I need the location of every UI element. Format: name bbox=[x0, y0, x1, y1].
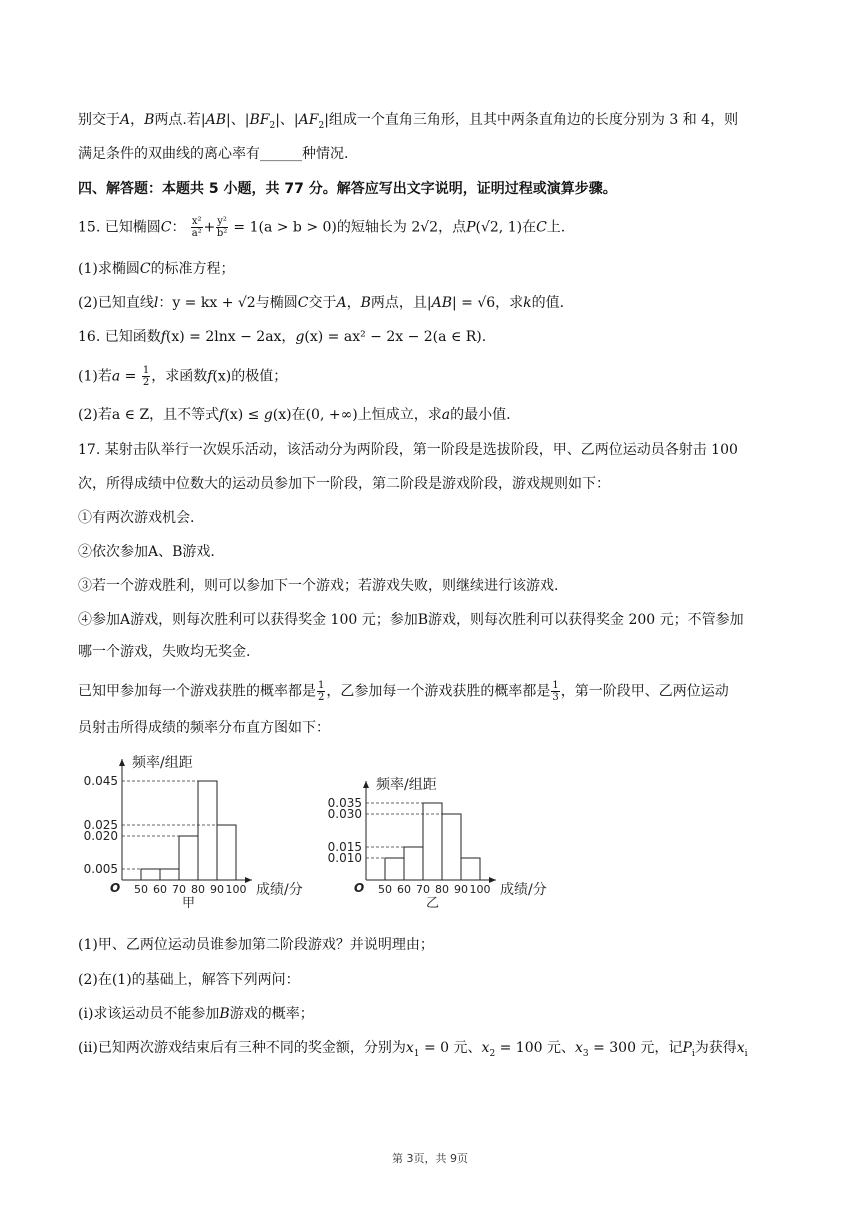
chart-name-label: 乙 bbox=[425, 896, 440, 911]
origin-label: O bbox=[110, 881, 121, 895]
histogram-bar bbox=[160, 869, 179, 880]
question-16-part-2: (2)若a ∈ Z，且不等式f(x) ≤ g(x)在(0, +∞)上恒成立，求a的最小值. bbox=[78, 407, 511, 423]
histogram-bar bbox=[461, 858, 480, 880]
y-axis-title: 频率/组距 bbox=[376, 777, 437, 793]
x-tick-label: 90 bbox=[210, 883, 224, 896]
y-tick-label: 0.045 bbox=[83, 774, 118, 788]
y-axis-arrow bbox=[363, 781, 369, 788]
y-axis-title: 频率/组距 bbox=[132, 755, 193, 771]
question-17-part-2-i: (i)求该运动员不能参加B游戏的概率； bbox=[78, 1006, 314, 1022]
histogram-bar bbox=[442, 814, 461, 880]
chart-name-label: 甲 bbox=[181, 896, 196, 911]
text-line-1: 满足条件的双曲线的离心率有______种情况. bbox=[78, 146, 349, 162]
section-heading: 四、解答题：本题共 5 小题，共 77 分。解答应写出文字说明，证明过程或演算步骤。 bbox=[78, 181, 617, 197]
x-tick-label: 80 bbox=[435, 883, 449, 896]
fraction-one-half-b: $\frac{1}{2}$ bbox=[318, 680, 325, 703]
x-tick-label: 60 bbox=[153, 883, 167, 896]
text-line-16: 哪一个游戏，失败均无奖金. bbox=[78, 644, 251, 660]
question-17-part-1: (1)甲、乙两位运动员谁参加第二阶段游戏？并说明理由； bbox=[78, 937, 434, 953]
y-tick-label: 0.025 bbox=[83, 818, 118, 832]
x-tick-label: 70 bbox=[172, 883, 186, 896]
histogram-bar bbox=[404, 847, 423, 880]
question-15: 15. 已知椭圆C： $\frac{\text{x²}}{\text{a²}}$ + $\frac{\text{y²}}{\text{b²}}$ = 1(a > b > 0)的短轴长为 2√2，点P(√2, 1)在C上. bbox=[78, 216, 566, 239]
y-tick-label: 0.020 bbox=[83, 829, 118, 843]
text-line-18: 员射击所得成绩的频率分布直方图如下： bbox=[78, 720, 330, 736]
question-15-part-2: (2)已知直线l：y = kx + √2与椭圆C交于A，B两点，且|AB| = √6，求k的值. bbox=[78, 295, 565, 311]
histogram-bar bbox=[217, 825, 236, 880]
page-footer: 第 3页，共 9页 bbox=[392, 1152, 468, 1165]
y-tick-label: 0.035 bbox=[327, 796, 362, 810]
rule-3: ③若一个游戏胜利，则可以参加下一个游戏；若游戏失败，则继续进行该游戏. bbox=[78, 578, 559, 594]
x-tick-label: 50 bbox=[134, 883, 148, 896]
x-tick-label: 80 bbox=[191, 883, 205, 896]
question-16-part-1: (1)若a = $\frac{1}{2}$ ，求函数f(x)的极值； bbox=[78, 365, 288, 388]
x-axis-title: 成绩/分 bbox=[256, 882, 303, 898]
fraction-one-half: $\frac{1}{2}$ bbox=[142, 365, 150, 388]
x-tick-label: 70 bbox=[416, 883, 430, 896]
rule-2: ②依次参加A、B游戏. bbox=[78, 544, 215, 560]
text-line-11: 次，所得成绩中位数大的运动员参加下一阶段，第二阶段是游戏阶段，游戏规则如下： bbox=[78, 476, 610, 492]
histogram-jia bbox=[76, 748, 326, 913]
question-15-part-1: (1)求椭圆C的标准方程； bbox=[78, 261, 235, 277]
fraction-y2-b2: $\frac{\text{y²}}{\text{b²}}$ bbox=[216, 216, 228, 239]
fraction-one-third: $\frac{1}{3}$ bbox=[552, 680, 559, 703]
x-tick-label: 60 bbox=[397, 883, 411, 896]
question-17: 17. 某射击队举行一次娱乐活动，该活动分为两阶段，第一阶段是选拔阶段，甲、乙两位运动员各射击 100 bbox=[78, 442, 738, 458]
histogram-bar bbox=[423, 803, 442, 880]
x-tick-label: 100 bbox=[225, 883, 247, 896]
histogram-bar bbox=[179, 836, 198, 880]
origin-label: O bbox=[354, 881, 365, 895]
histogram-bar bbox=[385, 858, 404, 880]
y-axis-arrow bbox=[119, 759, 125, 766]
fraction-x2-a2: $\frac{\text{x²}}{\text{a²}}$ bbox=[191, 216, 202, 239]
y-tick-label: 0.010 bbox=[327, 851, 362, 865]
question-17-part-2: (2)在(1)的基础上，解答下列两问： bbox=[78, 972, 300, 988]
y-tick-label: 0.015 bbox=[327, 840, 362, 854]
histogram-bar bbox=[141, 869, 160, 880]
probability-line: 已知甲参加每一个游戏获胜的概率都是 $\frac{1}{2}$ ，乙参加每一个游戏获胜的概率都是 $\frac{1}{3}$ ，第一阶段甲、乙两位运动 bbox=[78, 680, 729, 703]
question-16: 16. 已知函数f(x) = 2lnx − 2ax，g(x) = ax² − 2x − 2(a ∈ R). bbox=[78, 329, 487, 345]
x-tick-label: 100 bbox=[469, 883, 491, 896]
x-tick-label: 90 bbox=[454, 883, 468, 896]
histogram-bar bbox=[198, 781, 217, 880]
text-line-0: 别交于A，B两点.若|AB|、$|BF_2|$、$|AF_2|$组成一个直角三角形，且其中两条直角边的长度分别为 3 和 4，则 bbox=[78, 112, 739, 131]
y-tick-label: 0.030 bbox=[327, 807, 362, 821]
histogram-yi bbox=[320, 748, 560, 913]
y-tick-label: 0.005 bbox=[83, 862, 118, 876]
x-axis-title: 成绩/分 bbox=[500, 882, 547, 898]
question-17-part-2-ii: (ii)已知两次游戏结束后有三种不同的奖金额，分别为$x_1 = 0$ 元、$x_2 = 100$ 元、$x_3 = 300$ 元，记$P_i$为获得$x_i$ bbox=[78, 1040, 748, 1059]
rule-4: ④参加A游戏，则每次胜利可以获得奖金 100 元；参加B游戏，则每次胜利可以获得奖金 200 元；不管参加 bbox=[78, 612, 744, 628]
x-tick-label: 50 bbox=[378, 883, 392, 896]
rule-1: ①有两次游戏机会. bbox=[78, 510, 195, 526]
